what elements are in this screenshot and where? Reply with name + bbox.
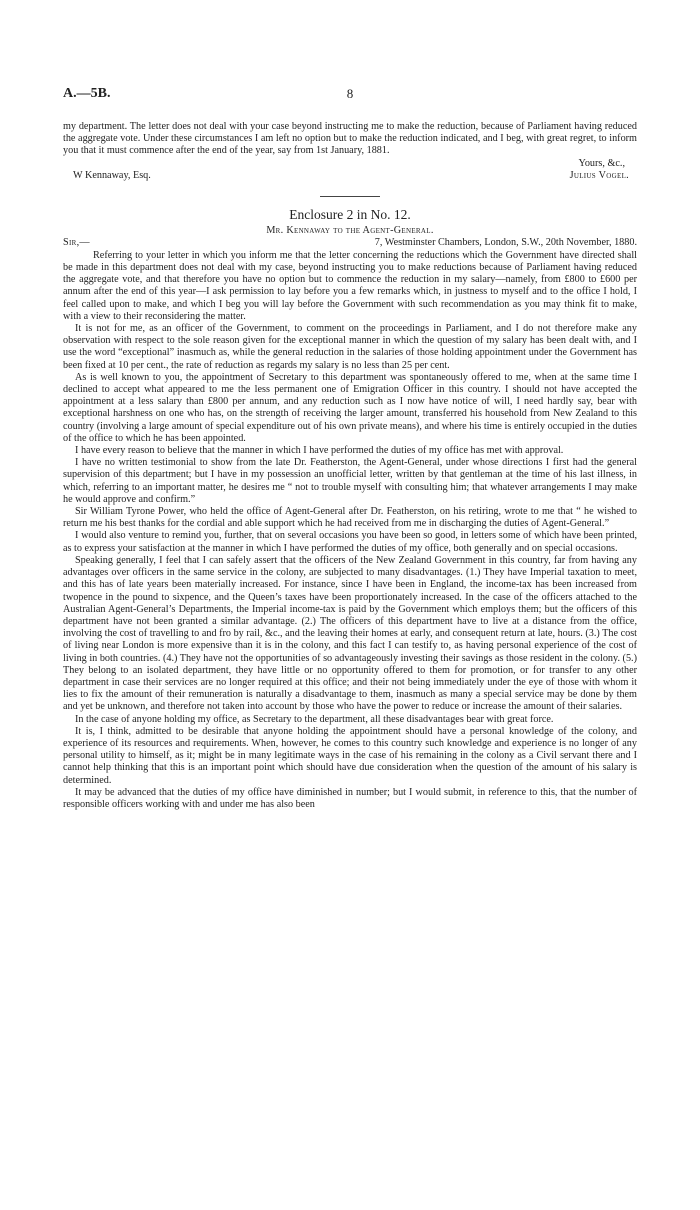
- letter-closing: Yours, &c.,: [578, 157, 625, 169]
- sender-address: 7, Westminster Chambers, London, S.W., 20th November, 1880.: [374, 236, 637, 248]
- letter-recipient: W Kennaway, Esq.: [73, 169, 151, 181]
- salutation: Sir,—: [63, 236, 90, 248]
- page-number: 8: [346, 86, 354, 101]
- letter-signature: Julius Vogel.: [569, 169, 629, 181]
- page-header: [63, 88, 637, 106]
- paragraph: It may be advanced that the duties of my office have diminished in number; but I would submit, in reference to this, that the number of responsible officers working with and under me has also been: [63, 786, 637, 810]
- page-body: [63, 121, 637, 811]
- paragraph: I would also venture to remind you, further, that on several occasions you have been so good, in letters some of which have been printed, as to express your satisfaction at the manner in which I have performed the duties of my office, both generally and on special occasions.: [63, 530, 637, 554]
- letter-continuation: my department. The letter does not deal with your case beyond instructing me to make the reduction, because of Parliament having reduced the aggregate vote. Under these circumstances I am left no option but to make the reduction indicated, and I beg, with great regret, to inform you that it must commence after the end of the year, say from 1st January, 1881.: [63, 121, 637, 157]
- paragraph: It is not for me, as an officer of the Government, to comment on the proceedings in Parliament, and I do not therefore make any observation with respect to the sole reason given for the exceptional manner in which the question of my salary has been dealt with, and I use the word “exceptional” inasmuch as, while the general reduction in the salaries of those holding appointment under the Government has been fixed at 10 per cent., the rate of reduction as regards my salary is no less than 25 per cent.: [63, 323, 637, 371]
- paragraph: Sir William Tyrone Power, who held the office of Agent-General after Dr. Featherston, on his retiring, wrote to me that “ he wished to return me his best thanks for the cordial and able support which he had received from me in discharging the duties of Agent-General.”: [63, 506, 637, 530]
- paragraph: I have no written testimonial to show from the late Dr. Featherston, the Agent-General, under whose directions I first had the general supervision of this department; but I have in my possession an unofficial letter, written by that gentleman at the time of his last illness, in which, referring to an important matter, he desires me “ not to trouble myself with consulting him; that whatever arrangements I may make he would approve and confirm.”: [63, 457, 637, 505]
- paragraph: It is, I think, admitted to be desirable that anyone holding the appointment should have a personal knowledge of the colony, and experience of its resources and requirements. When, however, he comes to this country such knowledge and experience is no longer of any personal utility to himself, as it; might be in many legitimate ways in the case of his remaining in the colony as a Civil servant there and I cannot help thinking that this is an important point which should have due consideration when the question of the amount of his salary is determined.: [63, 725, 637, 786]
- paragraph: I have every reason to believe that the manner in which I have performed the duties of my office has met with approval.: [75, 445, 564, 457]
- paragraph: Speaking generally, I feel that I can safely assert that the officers of the New Zealand Government in this country, far from having any advantages over officers in the same service in the colony, are subjected to many disadvantages. (1.) They have Imperial taxation to meet, and this has of late years been materially increased. For instance, since I have been in England, the income-tax has been increased from twopence in the pound to sixpence, and the Queen’s taxes have been proportionately increased. In the case of the officers attached to the Australian Agent-General’s Departments, the Imperial income-tax is paid by the Government which employs them; but the officers of this department have not been granted a similar advantage. (2.) The officers of this department have to live at a distance from the office, involving the cost of travelling to and fro by rail, &c., and the leaving their homes at early, and consequent return at late, hours. (3.) The cost of living near London is more expensive than it is in the colony, and this fact I can testify to, as having personal experience of the cost of living in both countries. (4.) They have not the opportunities of so advantageously investing their savings as those resident in the colony. (5.) They belong to an isolated department, they have little or no opportunity offered to them for promotion, or for transfer to any other department in case their services are no longer required at this office; and their not being immediately under the eye of those with whom it lies to fix the amount of their remuneration is naturally a disadvantage to them, inasmuch as many a special service may be done by them and yet be unknown, and therefore not taken into account by those who have the power to reduce or increase the amount of their salaries.: [63, 554, 637, 713]
- section-divider: [320, 196, 380, 197]
- paragraph: In the case of anyone holding my office, as Secretary to the department, all these disadvantages bear with great force.: [75, 713, 554, 725]
- enclosure-subtitle: Mr. Kennaway to the Agent-General.: [266, 224, 434, 236]
- paragraph: Referring to your letter in which you inform me that the letter concerning the reductions which the Government have directed shall be made in this department does not deal with my case, beyond instructing you to make reductions because of Parliament having reduced the aggregate vote, and that therefore you have no option but to commence the reduction in my salary—namely, from £800 to £600 per annum after the end of this year—I ask permission to lay before you a few remarks which, in justness to myself and to the office I hold, I feel called upon to make, and which I beg you will lay before the Government with such recommendation as you may think fit to make, with a view to their reconsidering the matter.: [63, 249, 637, 322]
- paragraph: As is well known to you, the appointment of Secretary to this department was spontaneously offered to me, when at the same time I declined to accept what appeared to me the less permanent one of Emigration Officer in this country. I should not have accepted the appointment at a less salary than £800 per annum, and any reduction such as I now have notice of will, I need hardly say, bear with exceptional harshness on one who has, on the strength of receiving the larger amount, transferred his household from New Zealand to this country (involving a large amount of special expenditure out of his own private means), and where his time is entirely occupied in the duties of the office to which he has been appointed.: [63, 371, 637, 444]
- enclosure-title: Enclosure 2 in No. 12.: [289, 206, 411, 222]
- closing-row: [63, 158, 637, 170]
- signature-row: [63, 170, 637, 182]
- salutation-row: [63, 237, 637, 250]
- document-reference: A.—5B.: [63, 86, 111, 101]
